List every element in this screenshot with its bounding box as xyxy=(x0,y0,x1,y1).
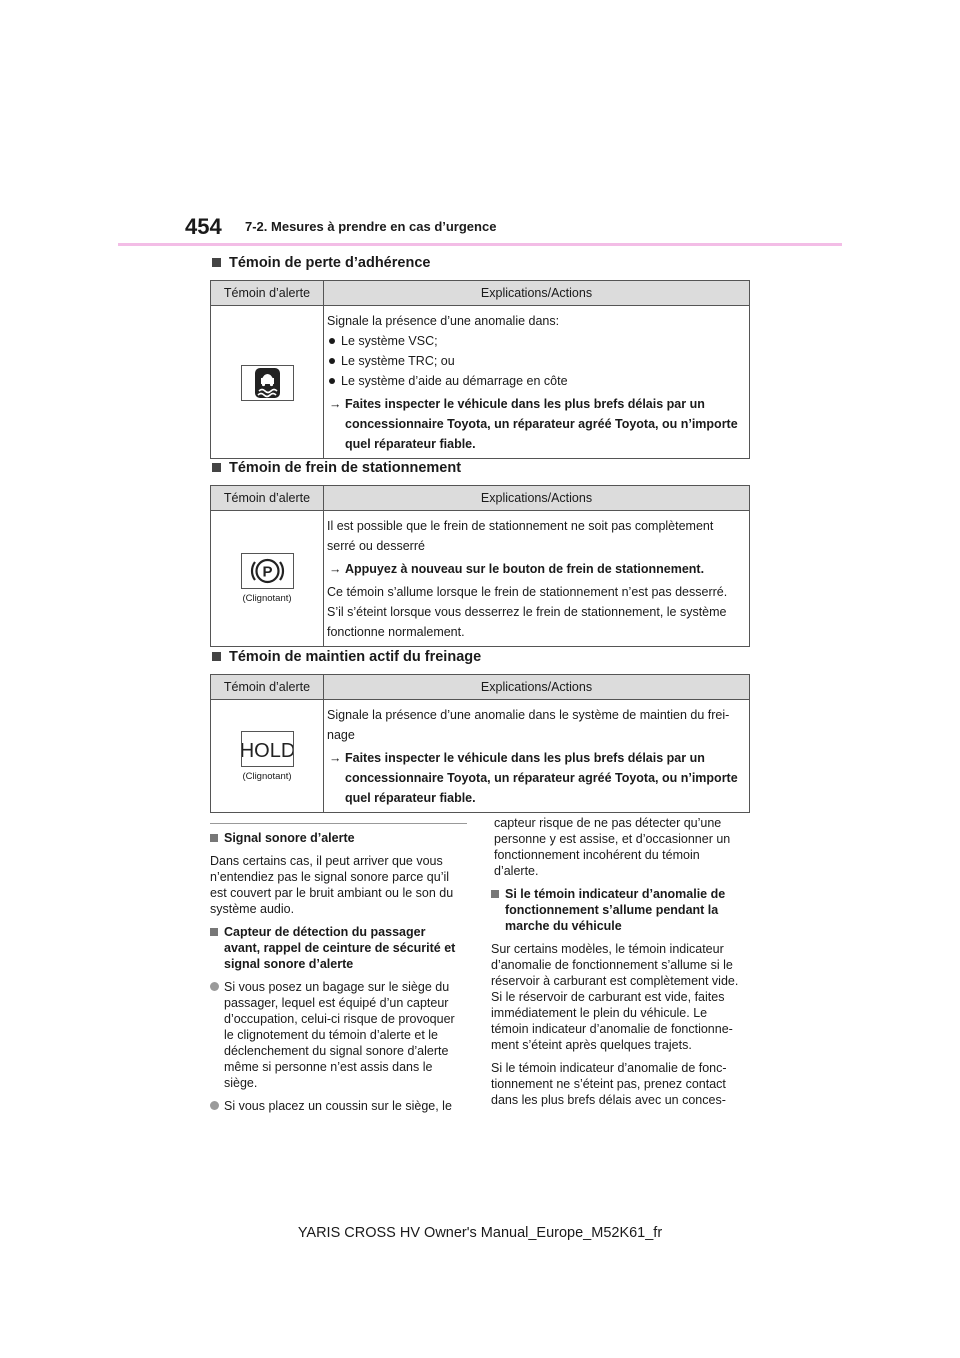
svg-text:P: P xyxy=(261,563,273,581)
parking-brake-icon xyxy=(241,553,294,589)
slip-indicator-icon xyxy=(241,365,294,401)
table-slip-indicator xyxy=(210,280,750,459)
section-square-icon xyxy=(212,258,221,267)
table-header-explanations: Explications/Actions xyxy=(324,486,750,511)
note-text: capteur risque de ne pas détecter qu’une personne y est assise, et d’occasionner un fonctionnement incohérent du témoin d’alerte. xyxy=(494,816,731,878)
header-divider xyxy=(118,243,842,246)
hold-icon xyxy=(241,731,294,767)
note-heading: Capteur de détection du passager avant, rappel de ceinture de sécurité et signal sonore d’alerte xyxy=(210,924,470,972)
table-header-explanations: Explications/Actions xyxy=(324,281,750,306)
icon-caption: (Clignotant) xyxy=(242,593,292,604)
explanation-intro: Signale la présence d’une anomalie dans: xyxy=(327,314,560,328)
explanation-cell xyxy=(324,700,750,813)
note-bullet: Si vous placez un coussin sur le siège, le xyxy=(210,1098,470,1114)
page-number: 454 xyxy=(185,214,222,239)
arrow-icon: → xyxy=(329,562,342,576)
explanation-text: Signale la présence d’une anomalie dans le système de maintien du frei- nage xyxy=(327,708,730,742)
explanation-cell xyxy=(324,306,750,459)
table-header-indicator: Témoin d’alerte xyxy=(211,486,324,511)
note-text: Dans certains cas, il peut arriver que vous n’entendiez pas le signal sonore parce qu’il est couvert par le bruit ambiant ou le son du système audio. xyxy=(210,854,454,916)
table-parking-brake-indicator xyxy=(210,485,750,647)
arrow-icon: → xyxy=(329,751,342,765)
explanation-cell xyxy=(324,511,750,647)
notes-left-column xyxy=(210,830,470,1121)
section-title-slip: Témoin de perte d’adhérence xyxy=(210,255,430,271)
indicator-cell xyxy=(211,700,324,813)
notes-divider xyxy=(210,823,467,824)
explanation-text: Ce témoin s’allume lorsque le frein de stationnement n’est pas desserré. S’il s’éteint lorsque vous desserrez le frein de stationnement, le système fonctionne normalement. xyxy=(327,585,728,639)
note-heading: Si le témoin indicateur d’anomalie de fonctionnement s’allume pendant la marche du véhicule xyxy=(491,886,753,934)
section-title-hold: Témoin de maintien actif du freinage xyxy=(210,649,481,665)
note-bullet: Si vous posez un bagage sur le siège du passager, lequel est équipé d’un capteur d’occupation, celui-ci risque de provoquer le clignotement du témoin d’alerte et le déclenchement du signal sonore d’alerte même si personne n’est assis dans le siège. xyxy=(210,979,470,1091)
icon-caption: (Clignotant) xyxy=(242,770,292,782)
action-instruction: → Faites inspecter le véhicule dans les plus brefs délais par un concessionnaire Toyota, un réparateur agréé Toyota, ou n’importe quel réparateur fiable. xyxy=(327,748,744,808)
indicator-cell xyxy=(211,511,324,647)
notes-right-column xyxy=(491,815,753,1115)
note-text: Si le témoin indicateur d’anomalie de fonc- tionnement ne s’éteint pas, prenez contact dans les plus brefs délais avec un conces- xyxy=(491,1061,727,1107)
running-head: 7-2. Mesures à prendre en cas d’urgence xyxy=(245,219,497,234)
note-text: Sur certains modèles, le témoin indicateur d’anomalie de fonctionnement s’allume si le réservoir à carburant est complètement vide. Si le réservoir de carburant est vide, faites immédiatement le plein du véhicule. Le témoin indicateur d’anomalie de fonctionne- ment s’éteint après quelques trajets. xyxy=(491,942,739,1052)
action-instruction: → Appuyez à nouveau sur le bouton de frein de stationnement. xyxy=(327,559,744,579)
table-header-explanations: Explications/Actions xyxy=(324,675,750,700)
note-heading: Signal sonore d’alerte xyxy=(210,830,470,846)
arrow-icon: → xyxy=(329,397,342,411)
page-footer: YARIS CROSS HV Owner's Manual_Europe_M52K61_fr xyxy=(297,1225,663,1241)
section-square-icon xyxy=(212,463,221,472)
action-instruction: → Faites inspecter le véhicule dans les plus brefs délais par un concessionnaire Toyota, un réparateur agréé Toyota, ou n’importe quel réparateur fiable. xyxy=(327,394,744,454)
table-header-indicator: Témoin d’alerte xyxy=(211,675,324,700)
section-square-icon xyxy=(212,652,221,661)
indicator-cell xyxy=(211,306,324,459)
section-title-parking-brake: Témoin de frein de stationnement xyxy=(210,460,461,476)
table-header-indicator: Témoin d’alerte xyxy=(211,281,324,306)
list-item: Le système TRC; ou xyxy=(327,351,744,371)
svg-text:HOLD: HOLD xyxy=(241,739,293,762)
table-hold-indicator xyxy=(210,674,750,813)
list-item: Le système VSC; xyxy=(327,331,744,351)
list-item: Le système d’aide au démarrage en côte xyxy=(327,371,744,391)
explanation-text: Il est possible que le frein de stationnement ne soit pas complètement serré ou desserré xyxy=(327,519,714,553)
